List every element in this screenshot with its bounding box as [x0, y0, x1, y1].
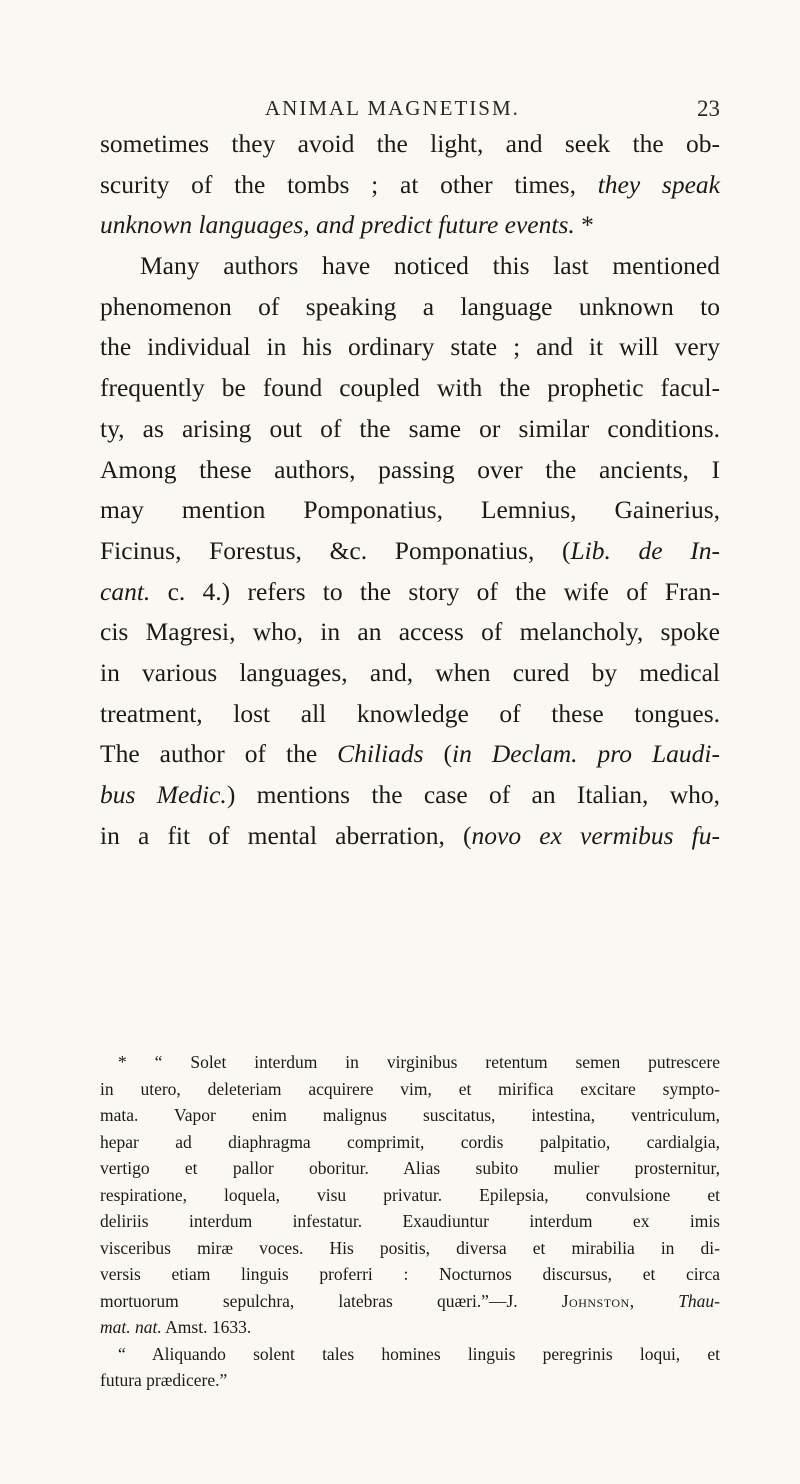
footnote-line	[100, 1288, 720, 1315]
text-segment: Johnston	[561, 1290, 630, 1311]
text-segment: deliriis interdum infestatur. Exaudiuntur interdum ex imis	[100, 1211, 720, 1231]
text-segment: Thau-	[678, 1290, 720, 1311]
body-text-line	[100, 653, 720, 694]
text-segment: mortuorum sepulchra, latebras quæri.”—J.	[100, 1290, 562, 1311]
text-segment: may mention Pomponatius, Lemnius, Gainerius,	[100, 495, 720, 525]
body-text-line	[100, 531, 720, 572]
footnote-line	[100, 1314, 720, 1341]
footnote-line	[100, 1102, 720, 1129]
text-segment: respiratione, loquela, visu privatur. Epilepsia, convulsione et	[100, 1184, 720, 1205]
footnote-line	[100, 1261, 720, 1288]
body-text	[100, 124, 720, 856]
footnote-line	[100, 1235, 720, 1262]
body-text-line	[100, 572, 720, 613]
footnote-line	[100, 1049, 720, 1076]
text-segment: Many authors have noticed this last mentioned	[140, 251, 720, 281]
text-segment: sometimes they avoid the light, and seek the ob-	[100, 129, 720, 158]
body-text-line	[100, 165, 720, 206]
body-text-line	[100, 450, 720, 491]
text-segment: unknown languages, and predict future events.	[100, 210, 575, 240]
text-segment: mat. nat.	[100, 1317, 162, 1337]
text-segment: phenomenon of speaking a language unknown to	[100, 291, 720, 321]
text-segment: mata. Vapor enim malignus suscitatus, intestina, ventriculum,	[100, 1105, 720, 1125]
body-text-line	[100, 327, 720, 368]
body-text-line	[100, 694, 720, 735]
text-segment: Amst. 1633.	[161, 1317, 252, 1337]
footnote-line	[100, 1341, 720, 1368]
text-segment: * “ Solet interdum in virginibus retentum semen putrescere	[118, 1052, 720, 1072]
text-segment: The author of the	[100, 739, 338, 769]
body-text-line	[100, 124, 720, 165]
body-text-line	[100, 734, 720, 775]
text-segment: frequently be found coupled with the prophetic facul-	[100, 373, 720, 403]
text-segment: Lib. de In-	[570, 535, 720, 565]
text-segment: ,	[629, 1290, 679, 1311]
text-segment: Chiliads	[337, 739, 424, 769]
body-text-line	[100, 612, 720, 653]
text-segment: in Declam. pro Laudi-	[452, 739, 720, 769]
text-segment: ) mentions the case of an Italian, who,	[226, 780, 720, 809]
text-segment: in utero, deleteriam acquirere vim, et mirifica excitare sympto-	[100, 1078, 720, 1099]
body-text-line	[100, 409, 720, 450]
body-text-line	[100, 287, 720, 328]
body-text-line	[100, 490, 720, 531]
text-segment: Among these authors, passing over the ancients, I	[100, 454, 720, 484]
text-segment: bus Medic.	[100, 780, 227, 809]
body-text-line	[100, 205, 720, 246]
body-text-line	[100, 816, 720, 857]
text-segment: Ficinus, Forestus, &c. Pomponatius, (	[100, 535, 571, 565]
footnote-line	[100, 1367, 720, 1394]
page-number: 23	[697, 96, 720, 121]
text-segment: cant.	[100, 576, 151, 606]
text-segment: futura prædicere.”	[100, 1370, 228, 1390]
text-segment: in various languages, and, when cured by medical	[100, 657, 720, 687]
text-segment: in a fit of mental aberration, (	[100, 820, 472, 850]
text-segment: *	[574, 210, 594, 240]
text-segment: treatment, lost all knowledge of these tongues.	[100, 698, 720, 728]
footnote-line	[100, 1182, 720, 1209]
text-segment: scurity of the tombs ; at other times,	[100, 169, 598, 199]
text-segment: vertigo et pallor oboritur. Alias subito mulier prosternitur,	[100, 1158, 720, 1178]
footnote-line	[100, 1076, 720, 1103]
body-text-line	[100, 246, 720, 287]
text-segment: versis etiam linguis proferri : Nocturnos discursus, et circa	[100, 1264, 720, 1284]
footnote-line	[100, 1208, 720, 1235]
text-segment: c. 4.) refers to the story of the wife of Fran-	[150, 576, 720, 606]
text-segment: the individual in his ordinary state ; and it will very	[100, 332, 720, 362]
footnote-line	[100, 1155, 720, 1182]
body-text-line	[100, 368, 720, 409]
text-segment: ty, as arising out of the same or similar conditions.	[100, 413, 720, 443]
text-segment: “ Aliquando solent tales homines linguis peregrinis loqui, et	[118, 1343, 720, 1364]
text-segment: they speak	[597, 169, 720, 199]
footnotes	[100, 1049, 720, 1394]
text-segment: cis Magresi, who, in an access of melancholy, spoke	[100, 617, 720, 647]
body-text-line	[100, 775, 720, 816]
text-segment: visceribus miræ voces. His positis, diversa et mirabilia in di-	[100, 1237, 720, 1258]
footnote-line	[100, 1129, 720, 1156]
text-segment: hepar ad diaphragma comprimit, cordis palpitatio, cardialgia,	[100, 1131, 720, 1152]
text-segment: novo ex vermibus fu-	[471, 820, 720, 850]
text-segment: (	[423, 739, 453, 769]
running-title: ANIMAL MAGNETISM.	[265, 96, 520, 120]
